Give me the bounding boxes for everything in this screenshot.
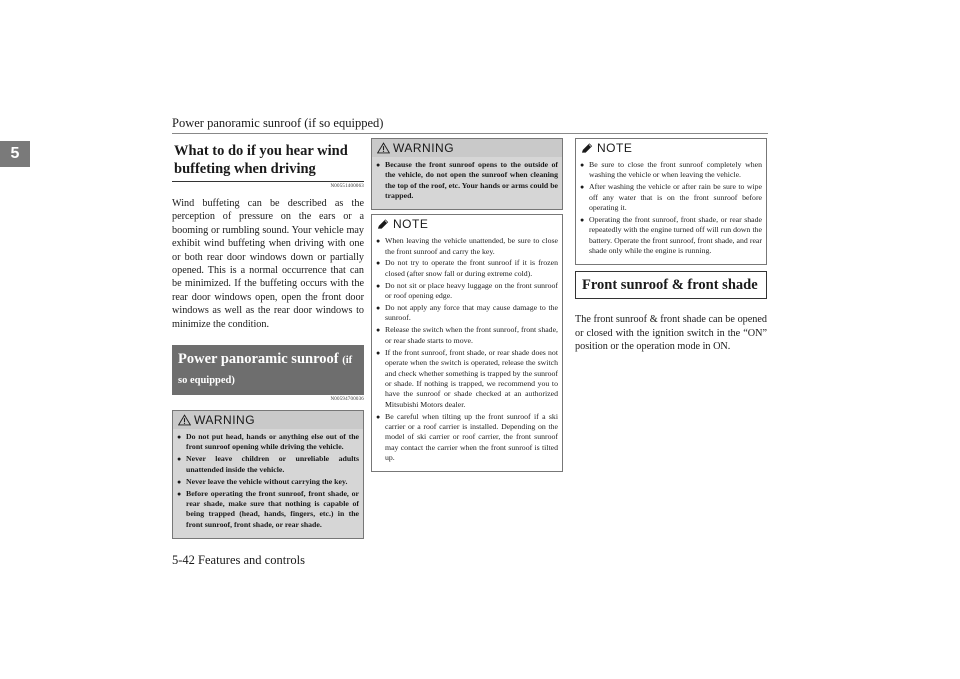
list-item: ● Do not try to operate the front sunroof if it is frozen closed (after snow fall or during extreme cold). — [376, 258, 558, 279]
list-item: ● Operating the front sunroof, front shade, or rear shade repeatedly with the engine turned off will run down the battery. Operate the front sunroof, front shade, and rear shade only while the engine is running. — [580, 215, 762, 257]
pencil-icon — [581, 142, 594, 154]
list-item: ● Release the switch when the front sunroof, front shade, or rear shade starts to move. — [376, 325, 558, 346]
warning-label: WARNING — [194, 413, 256, 428]
list-item: ● After washing the vehicle or after rain be sure to wipe off any water that is on the front sunroof before operating it. — [580, 182, 762, 213]
chapter-tab: 5 — [0, 141, 30, 167]
list-item: ● Do not sit or place heavy luggage on the front sunroof or roof opening edge. — [376, 281, 558, 302]
note-body — [372, 233, 562, 471]
list-item: ● Before operating the front sunroof, front shade, or rear shade, make sure that nothing is capable of being trapped (head, hands, fingers, etc.) in the front sunroof, front shade, or rear shade. — [177, 489, 359, 531]
list-item: ● Be sure to close the front sunroof completely when washing the vehicle or when leaving the vehicle. — [580, 160, 762, 181]
power-sunroof-heading-qualifier: (if so equipped) — [178, 355, 353, 387]
warning-box — [371, 138, 563, 210]
note-body — [576, 157, 766, 264]
list-item: ● Be careful when tilting up the front sunroof if a ski carrier or a roof carrier is installed. Depending on the model of ski carrier or roof carrier, the front sunroof may contact the carrier when the front sunroof is tilted up. — [376, 412, 558, 464]
page-footer: 5-42 Features and controls — [172, 553, 305, 567]
front-sunroof-paragraph: The front sunroof & front shade can be opened or closed with the ignition switch in the “ON” position or the operation mode in ON. — [575, 314, 767, 352]
note-label: NOTE — [393, 217, 429, 232]
column-2 — [371, 138, 563, 472]
note-label: NOTE — [597, 141, 633, 155]
warning-body — [372, 157, 562, 209]
power-sunroof-heading — [172, 345, 364, 395]
note-box — [371, 214, 563, 472]
warning-heading — [372, 139, 562, 157]
power-sunroof-heading-main: Power panoramic sunroof — [178, 351, 339, 368]
pencil-icon — [377, 218, 390, 230]
list-item: ● Never leave the vehicle without carrying the key. — [177, 477, 359, 487]
header-divider — [172, 133, 768, 134]
page-header-title: Power panoramic sunroof (if so equipped) — [172, 116, 384, 130]
section-code: N00594700036 — [330, 397, 364, 403]
column-3 — [575, 138, 767, 353]
warning-body — [173, 429, 363, 538]
list-item: ● Do not apply any force that may cause damage to the sunroof. — [376, 303, 558, 324]
wind-buffeting-heading: What to do if you hear wind buffeting when driving — [172, 138, 364, 182]
list-item: ● If the front sunroof, front shade, or rear shade does not operate when the switch is operated, release the switch and check whether something is trapped by the sunroof or shade. If nothing is trapped, we recommend you to have the sunroof or shade checked at an authorized Mitsubishi Motors dealer. — [376, 348, 558, 410]
note-heading — [372, 215, 562, 233]
list-item: ● Never leave children or unreliable adults unattended inside the vehicle. — [177, 454, 359, 475]
note-heading — [576, 139, 766, 157]
list-item: ● When leaving the vehicle unattended, be sure to close the front sunroof and carry the key. — [376, 236, 558, 257]
warning-label: WARNING — [393, 141, 455, 155]
warning-triangle-icon — [377, 142, 390, 154]
column-1 — [172, 138, 364, 539]
note-box — [575, 138, 767, 265]
warning-triangle-icon — [178, 414, 191, 426]
list-item: ● Do not put head, hands or anything else out of the front sunroof opening while driving the vehicle. — [177, 432, 359, 453]
section-code: N00551400063 — [330, 184, 364, 189]
wind-buffeting-paragraph: Wind buffeting can be described as the perception of pressure on the ears or a booming or rumbling sound. Your vehicle may exhibit wind buffeting when driving with one or both rear door windows down or partially opened. This is a normal occurrence that can be minimized. If the buffeting occurs with the rear door windows open, open the front door windows as well as the rear door windows to minimize the condition. — [172, 198, 364, 330]
front-sunroof-heading: Front sunroof & front shade — [575, 271, 767, 299]
warning-heading — [173, 411, 363, 429]
warning-box — [172, 410, 364, 539]
list-item: ● Because the front sunroof opens to the outside of the vehicle, do not open the sunroof when cleaning the top of the roof, etc. Your hands or arms could be trapped. — [376, 160, 558, 202]
